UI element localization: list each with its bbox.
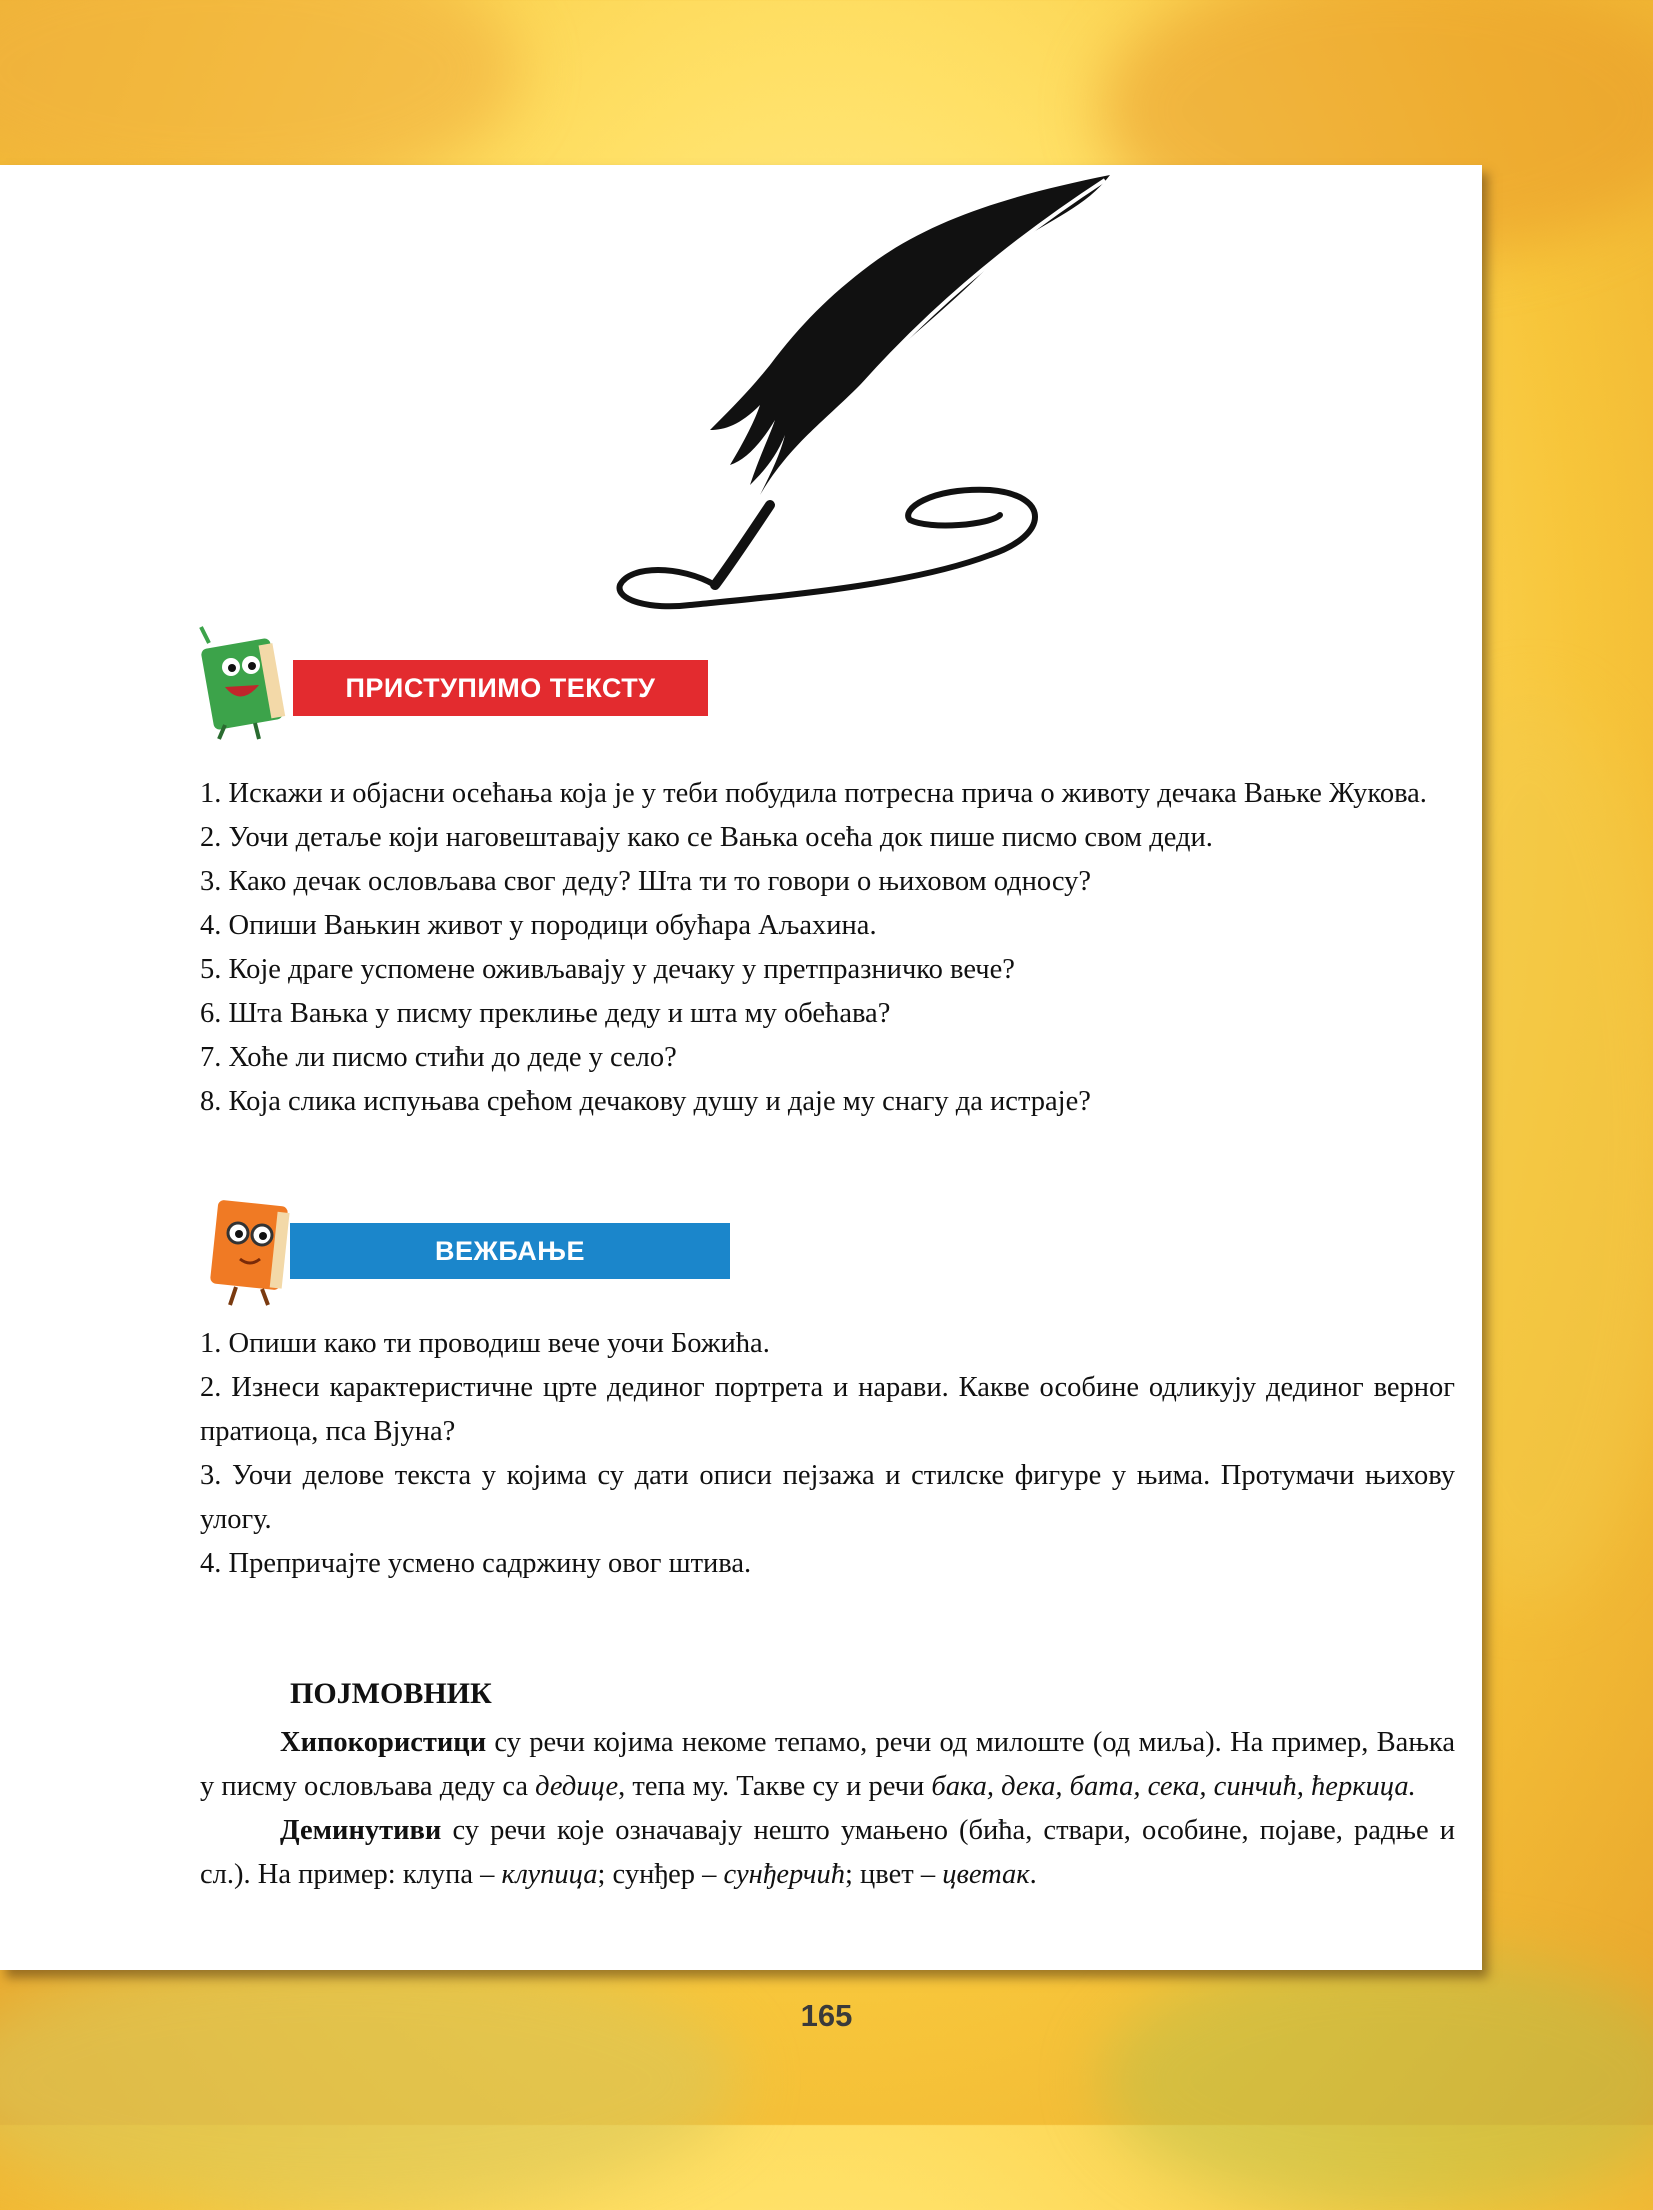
banner-label: ПРИСТУПИМО ТЕКСТУ [345,672,656,703]
banner-label: ВЕЖБАЊЕ [435,1235,585,1266]
background-blotch [0,1950,740,2210]
orange-book-mascot-icon [200,1193,320,1313]
page-paper [0,165,1482,1970]
glossary-term: Хипокористици [280,1727,487,1758]
glossary-title: ПОЈМОВНИК [290,1677,492,1710]
glossary-term: Деминутиви [280,1815,442,1846]
section-banner-exercise [200,1193,740,1313]
glossary-text: су речи које означавају нешто умањено (бића, ствари, особине, појаве, радње и сл.). На пример: клупа – [200,1815,1455,1890]
list-item: 1. Искажи и објасни осећања која је у теби побудила потресна прича о животу дечака Вањке Жукова. [200,778,1427,809]
list-item: 5. Које драге успомене оживљавају у дечаку у претпразничко вече? [200,954,1015,985]
quill-feather-icon [610,175,1130,615]
background-blotch [1100,1950,1653,2210]
page-number: 165 [800,1998,853,2033]
glossary-example: цветак [942,1859,1030,1890]
list-item: 4. Опиши Вањкин живот у породици обућара Аљахина. [200,910,877,941]
banner-bar [290,1223,730,1279]
list-item: 6. Шта Вањка у писму преклиње деду и шта му обећава? [200,998,891,1029]
list-item: 3. Како дечак ословљава свог деду? Шта ти то говори о њиховом односу? [200,866,1092,897]
glossary-example: клупица [501,1859,598,1890]
glossary-paragraph [200,1809,1455,1897]
list-item: 1. Опиши како ти проводиш вече уочи Божића. [200,1328,770,1359]
glossary-body [200,1721,1455,1897]
list-item: 8. Која слика испуњава срећом дечакову душу и даје му снагу да истраје? [200,1086,1091,1117]
banner-bar [293,660,708,716]
glossary-paragraph [200,1721,1455,1809]
glossary-example: бака, дека, бата, сека, синчић, ћеркица. [931,1771,1416,1802]
list-item: 7. Хоће ли писмо стићи до деде у село? [200,1042,677,1073]
glossary-example: сунђерчић [723,1859,845,1890]
questions-list [200,772,1455,1124]
list-item: 2. Уочи детаље који наговештавају како се Вањка осећа док пише писмо свом деди. [200,822,1213,853]
section-banner-approach-text [195,625,715,745]
green-book-mascot-icon [195,625,315,745]
glossary-example: дедице [535,1771,619,1802]
glossary-text: ; цвет – [845,1859,943,1890]
glossary-text: ; сунђер – [597,1859,724,1890]
list-item: 2. Изнеси карактеристичне црте дединог портрета и нарави. Какве особине одликују дединог верног пратиоца, пса Вјуна? [200,1372,1455,1447]
glossary-text: , тепа му. Такве су и речи [618,1771,932,1802]
glossary-text: . [1029,1859,1037,1890]
list-item: 4. Препричајте усмено садржину овог штива. [200,1548,752,1579]
list-item: 3. Уочи делове текста у којима су дати описи пејзажа и стилске фигуре у њима. Протумачи њихову улогу. [200,1460,1455,1535]
exercises-list [200,1322,1455,1586]
glossary-text: су речи којима некоме тепамо, речи од милоште (од миља). На пример, Вањка у писму ословљава деду са [200,1727,1455,1802]
